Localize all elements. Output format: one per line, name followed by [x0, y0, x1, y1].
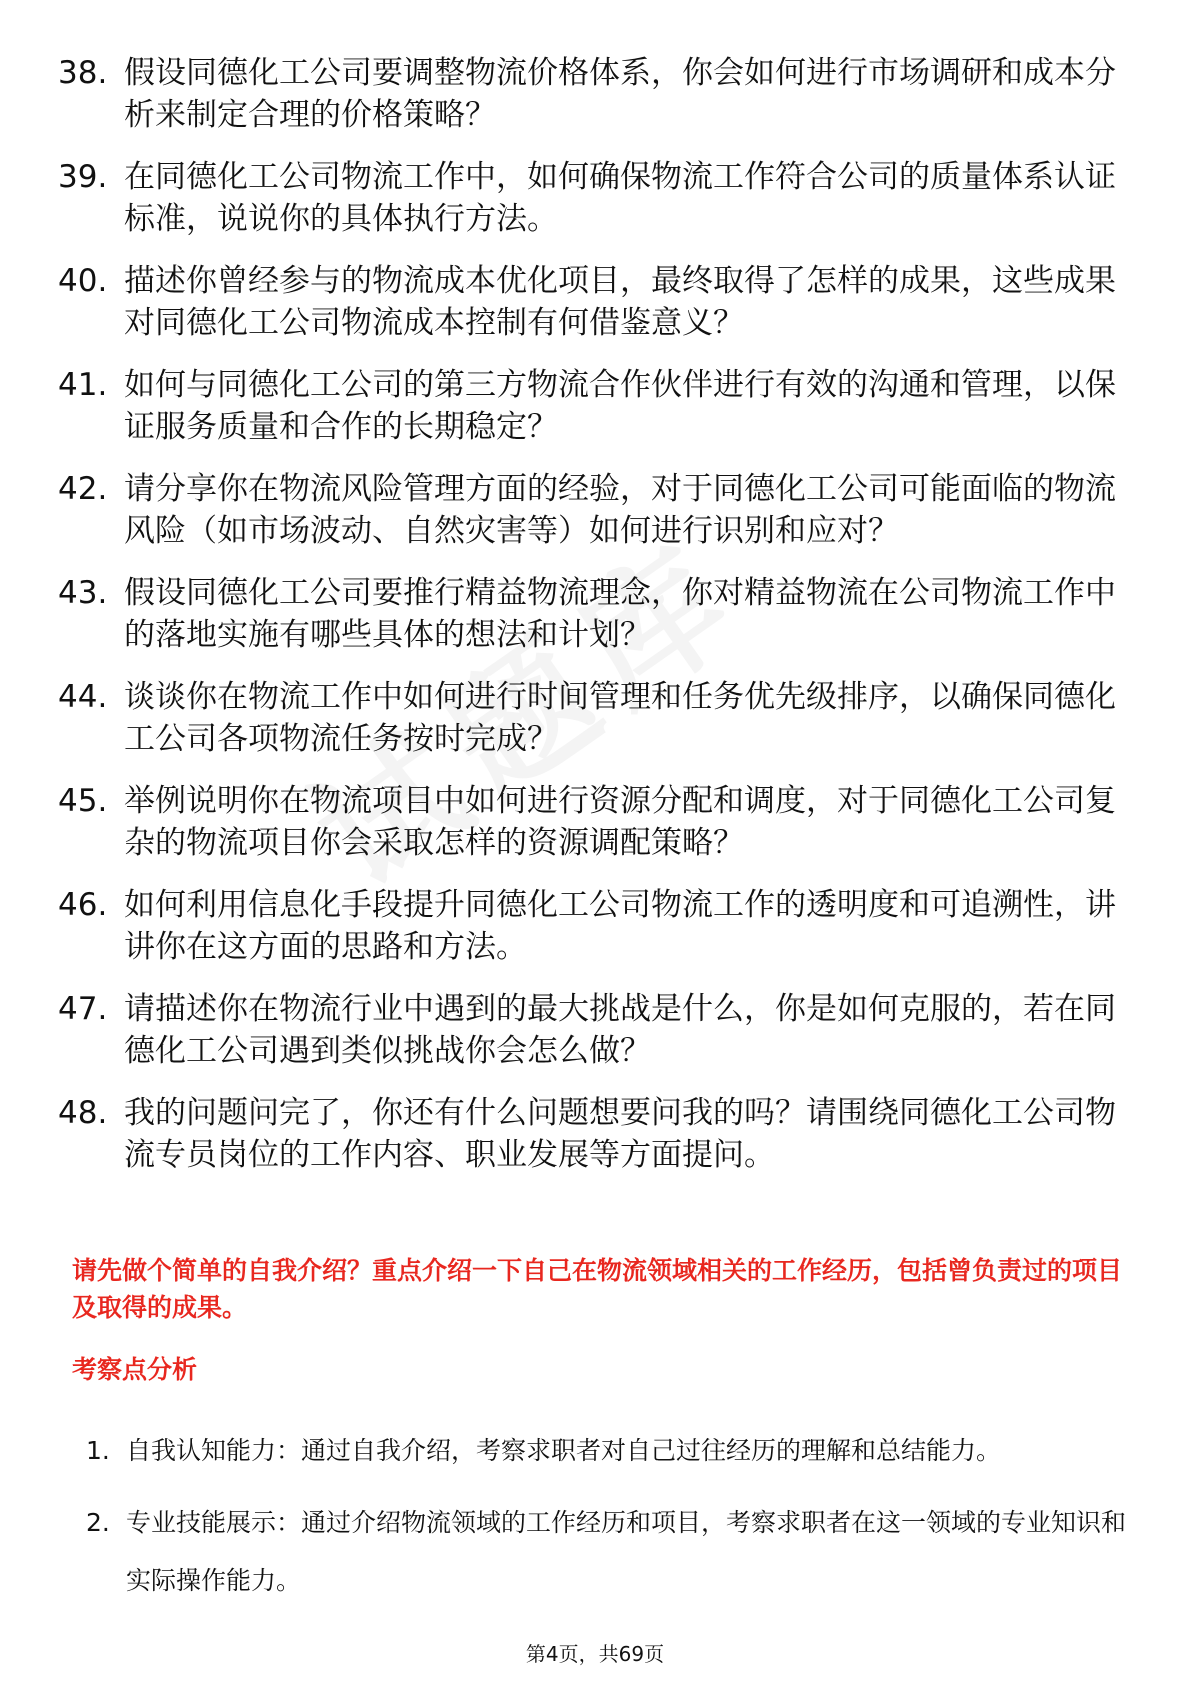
- question-number: 47.: [58, 991, 108, 1027]
- question-text: 如何与同德化工公司的第三方物流合作伙伴进行有效的沟通和管理，以保证服务质量和合作的长期稳定？: [124, 367, 1116, 445]
- list-item: [58, 1092, 1128, 1176]
- list-item: [58, 468, 1128, 552]
- question-text: 假设同德化工公司要推行精益物流理念，你对精益物流在公司物流工作中的落地实施有哪些具体的想法和计划？: [124, 575, 1116, 653]
- list-item: [58, 884, 1128, 968]
- list-item: [58, 676, 1128, 760]
- analysis-text: 自我认知能力：通过自我介绍，考察求职者对自己过往经历的理解和总结能力。: [126, 1436, 1002, 1465]
- list-item: [58, 780, 1128, 864]
- analysis-number: 2.: [86, 1508, 110, 1537]
- question-number: 43.: [58, 575, 108, 611]
- analysis-list: [86, 1422, 1128, 1624]
- question-text: 描述你曾经参与的物流成本优化项目，最终取得了怎样的成果，这些成果对同德化工公司物流成本控制有何借鉴意义？: [124, 263, 1116, 341]
- analysis-number: 1.: [86, 1436, 110, 1465]
- question-number: 44.: [58, 679, 108, 715]
- question-text: 举例说明你在物流项目中如何进行资源分配和调度，对于同德化工公司复杂的物流项目你会采取怎样的资源调配策略？: [124, 783, 1116, 861]
- question-number: 42.: [58, 471, 108, 507]
- list-item: [58, 572, 1128, 656]
- question-number: 38.: [58, 55, 108, 91]
- question-number: 40.: [58, 263, 108, 299]
- list-item: [58, 156, 1128, 240]
- question-list: [58, 52, 1128, 1196]
- question-number: 46.: [58, 887, 108, 923]
- highlight-question: 请先做个简单的自我介绍？重点介绍一下自己在物流领域相关的工作经历，包括曾负责过的项目及取得的成果。: [72, 1256, 1123, 1322]
- question-text: 我的问题问完了，你还有什么问题想要问我的吗？请围绕同德化工公司物流专员岗位的工作内容、职业发展等方面提问。: [124, 1095, 1116, 1173]
- analysis-heading: 考察点分析: [72, 1355, 198, 1384]
- list-item: [86, 1494, 1128, 1610]
- list-item: [86, 1422, 1128, 1480]
- question-number: 48.: [58, 1095, 108, 1131]
- question-text: 在同德化工公司物流工作中，如何确保物流工作符合公司的质量体系认证标准，说说你的具体执行方法。: [124, 159, 1116, 237]
- question-text: 谈谈你在物流工作中如何进行时间管理和任务优先级排序，以确保同德化工公司各项物流任务按时完成？: [124, 679, 1116, 757]
- page-footer: 第4页，共69页: [525, 1642, 665, 1666]
- question-number: 39.: [58, 159, 108, 195]
- list-item: [58, 260, 1128, 344]
- question-text: 请描述你在物流行业中遇到的最大挑战是什么，你是如何克服的，若在同德化工公司遇到类似挑战你会怎么做？: [124, 991, 1116, 1069]
- question-text: 假设同德化工公司要调整物流价格体系，你会如何进行市场调研和成本分析来制定合理的价格策略？: [124, 55, 1116, 133]
- list-item: [58, 52, 1128, 136]
- question-number: 45.: [58, 783, 108, 819]
- analysis-text: 专业技能展示：通过介绍物流领域的工作经历和项目，考察求职者在这一领域的专业知识和实际操作能力。: [126, 1508, 1127, 1595]
- question-text: 如何利用信息化手段提升同德化工公司物流工作的透明度和可追溯性，讲讲你在这方面的思路和方法。: [124, 887, 1116, 965]
- list-item: [58, 988, 1128, 1072]
- question-number: 41.: [58, 367, 108, 403]
- question-text: 请分享你在物流风险管理方面的经验，对于同德化工公司可能面临的物流风险（如市场波动、自然灾害等）如何进行识别和应对？: [124, 471, 1116, 549]
- list-item: [58, 364, 1128, 448]
